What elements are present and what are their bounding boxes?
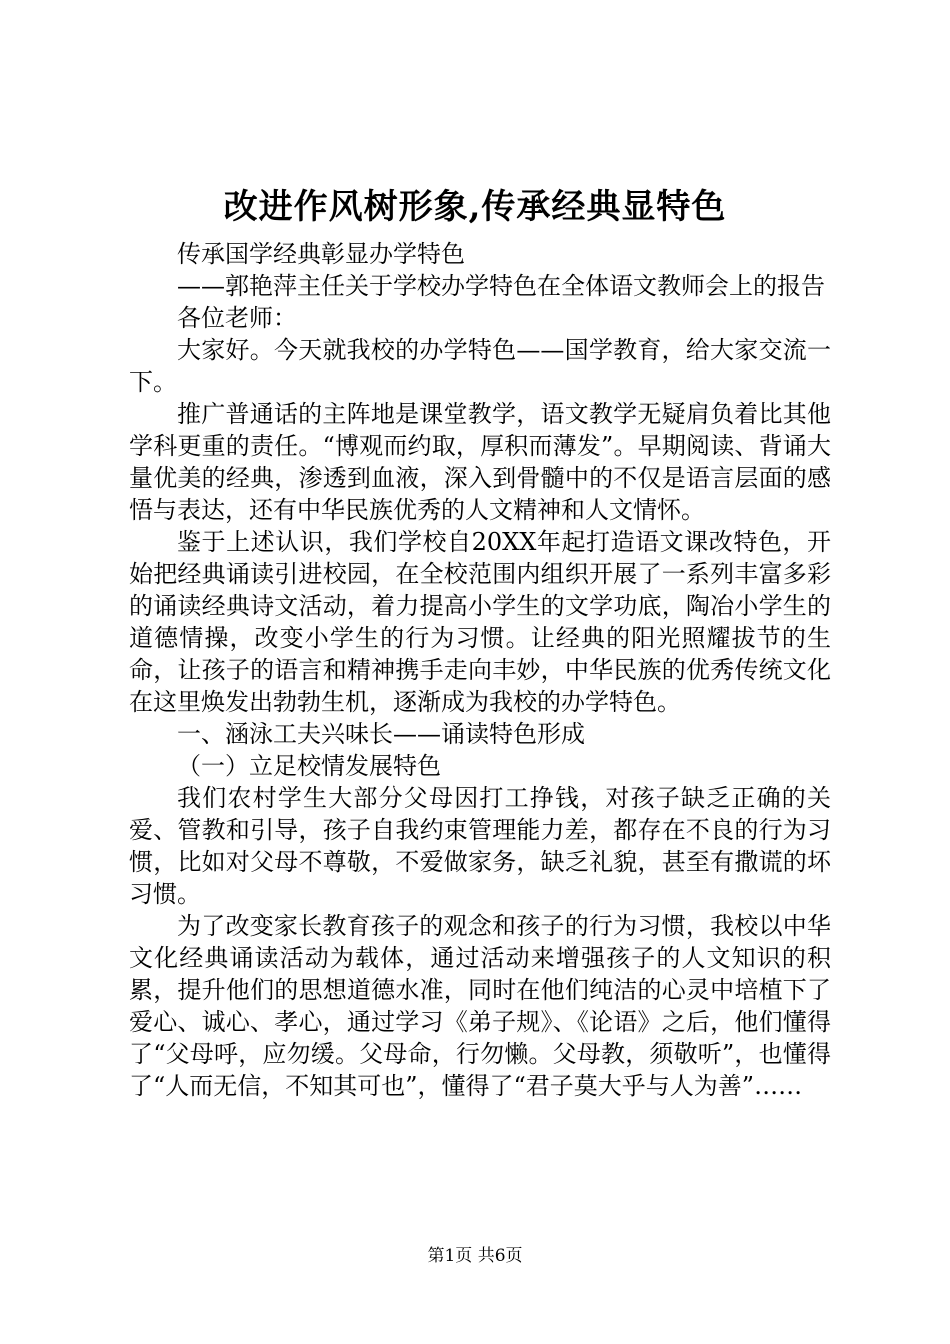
report-byline: ——郭艳萍主任关于学校办学特色在全体语文教师会上的报告 [177,272,825,300]
paragraph-classics-reading: 为了改变家长教育孩子的观念和孩子的行为习惯，我校以中华文化经典诵读活动为载体，通过活动来增强孩子的人文知识的积累，提升他们的思想道德水准，同时在他们纯洁的心灵中培植下了爱心、诚心、孝心，通过学习《弟子规》、《论语》之后，他们懂得了“父母呼，应勿缓。父母命，行勿懒。父母教，须敬听”，也懂得了“人而无信，不知其可也”，懂得了“君子莫大乎与人为善”…… [129,912,831,1100]
paragraph-rural-students: 我们农村学生大部分父母因打工挣钱，对孩子缺乏正确的关爱、管教和引导，孩子自我约束管理能力差，都存在不良的行为习惯，比如对父母不尊敬，不爱做家务，缺乏礼貌，甚至有撒谎的坏习惯。 [129,784,831,908]
paragraph-school-practice: 鉴于上述认识，我们学校自20XX年起打造语文课改特色，开始把经典诵读引进校园，在全校范围内组织开展了一系列丰富多彩的诵读经典诗文活动，着力提高小学生的文学功底，陶冶小学生的道德情操，改变小学生的行为习惯。让经典的阳光照耀拔节的生命，让孩子的语言和精神携手走向丰妙，中华民族的优秀传统文化在这里焕发出勃勃生机，逐渐成为我校的办学特色。 [129,528,831,716]
paragraph-greeting: 大家好。今天就我校的办学特色——国学教育，给大家交流一下。 [129,336,831,396]
subtitle: 传承国学经典彰显办学特色 [177,240,465,268]
page-number-footer: 第1页 共6页 [427,1246,523,1266]
document-title: 改进作风树形象,传承经典显特色 [223,187,727,227]
section-heading-1: 一、涵泳工夫兴味长——诵读特色形成 [177,720,585,748]
salutation: 各位老师： [177,304,297,332]
paragraph-putonghua: 推广普通话的主阵地是课堂教学，语文教学无疑肩负着比其他学科更重的责任。“博观而约取，厚积而薄发”。早期阅读、背诵大量优美的经典，渗透到血液，深入到骨髓中的不仅是语言层面的感悟与表达，还有中华民族优秀的人文精神和人文情怀。 [129,400,831,524]
document-body [129,238,831,1102]
subsection-heading-1: （一）立足校情发展特色 [177,752,441,780]
